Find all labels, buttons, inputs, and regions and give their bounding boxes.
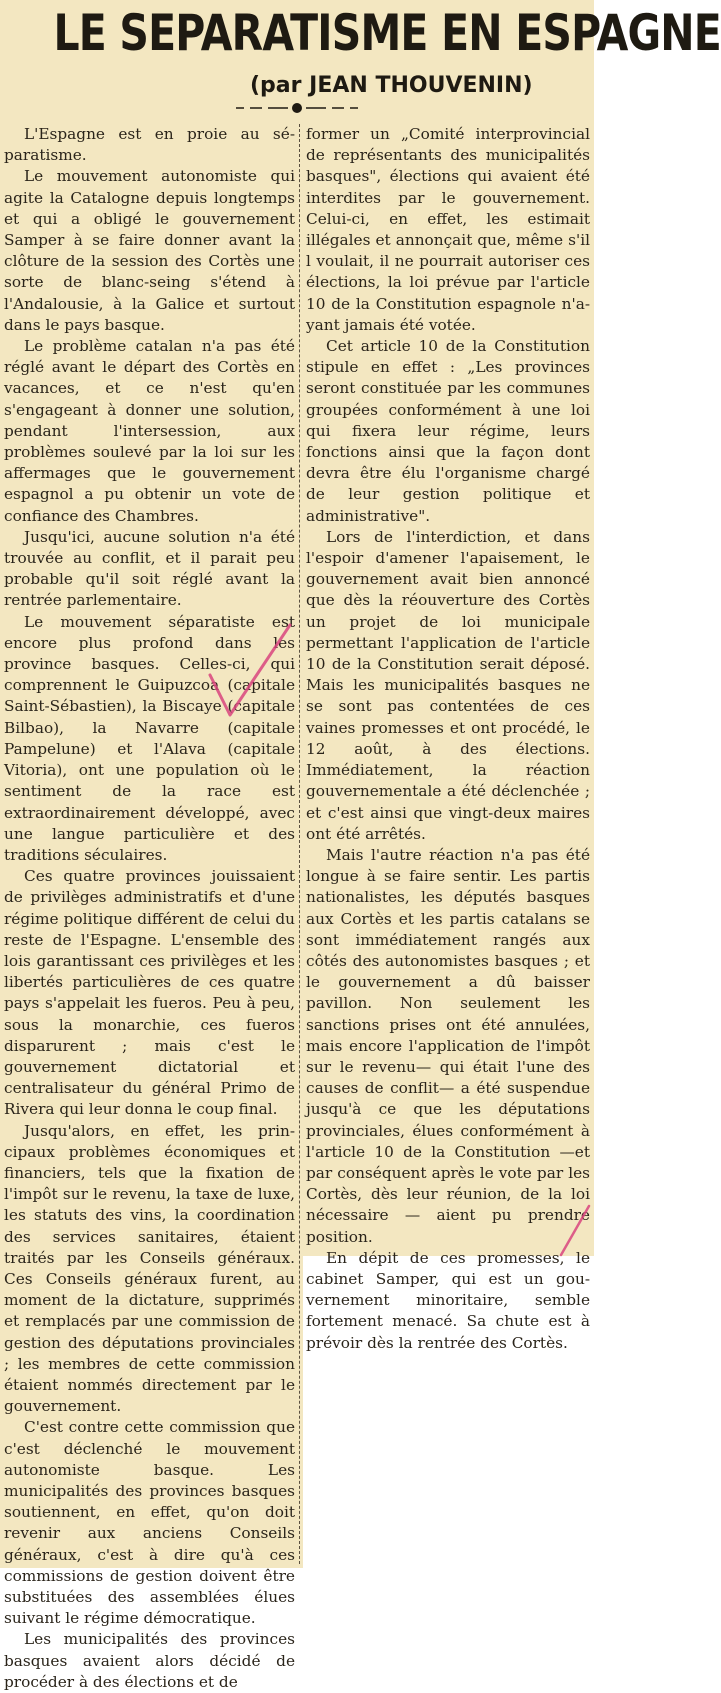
article-byline: (par JEAN THOUVENIN): [250, 73, 533, 98]
paragraph: Le mouvement séparatiste est encore plus profond dans les province basques. Celles-ci, qui comprennent le Guipuzcoa (capitale Saint-Sébastien), la Biscaye (capitale Bilbao), la Navarre (capitale Pampelune) et l'Alava (capitale Vitoria), ont une population où le sentiment de la race est extraordinairement développé, avec une langue particulière et des traditions séculaires.: [4, 612, 295, 864]
paragraph: En dépit de ces promesses, le cabinet Samper, qui est un gouvernement minoritaire, semble fortement menacé. Sa chute est à prévoir dès la rentrée des Cortès.: [306, 1248, 590, 1352]
paragraph: C'est contre cette commission que c'est déclenché le mouvement autonomiste basque. Les municipalités des provinces basques soutiennent, en effet, qu'on doit revenir aux anciens Conseils généraux, c'est à dire qu'à ces commissions de gestion doivent être substituées des assemblées élues suivant le régime démocratique.: [4, 1418, 295, 1628]
paragraph: Lors de l'interdiction, et dans l'espoir d'amener l'apaisement, le gouvernement avait bien annoncé que dès la réouverture des Cortès un projet de loi municipale permettant l'application de l'article 10 de la Constitution serait déposé. Mais les municipalités basques ne se sont pas contentées de ces vaines promesses et ont procédé, le 12 août, à des élections. Immédiatement, la réaction gouvernementale a été déclenchée ; et c'est ainsi que vingt-deux maires ont été arrêtés.: [306, 527, 590, 843]
right-column: [306, 124, 590, 1352]
article-headline: LE SEPARATISME EN ESPAGNE: [53, 4, 721, 62]
paragraph: Jusqu'alors, en effet, les principaux problèmes économiques et financiers, tels que la fixation de l'impôt sur le revenu, la taxe de luxe, les statuts des vins, la coordination des services sanitaires, étaient traités par les Conseils généraux. Ces Conseils généraux furent, au moment de la dictature, supprimés et remplacés par une commission de gestion des députations provinciales ; les membres de cette commission étaient nommés directement par le gouvernement.: [4, 1121, 295, 1416]
paragraph: Le mouvement autonomiste qui agite la Catalogne depuis longtemps et qui a obligé le gouvernement Samper à se faire donner avant la clôture de la session des Cortès une sorte de blanc-seing s'étend à l'Andalousie, à la Galice et surtout dans le pays basque.: [4, 167, 295, 334]
paragraph: former un „Comité interprovincial de représentants des municipalités basques", élections qui avaient été interdites par le gouvernement. Celui-ci, en effet, les estimait illégales et annonçait que, même s'il l voulait, il ne pourrait autoriser ces élections, la loi prévue par l'article 10 de la Constitution espagnole n'ayant jamais été votée.: [306, 125, 590, 334]
left-column: [4, 124, 295, 1691]
paragraph: Mais l'autre réaction n'a pas été longue à se faire sentir. Les partis nationalistes, les députés basques aux Cortès et les partis catalans se sont immédiatement rangés aux côtés des autonomistes basques ; et le gouvernement a dû baisser pavillon. Non seulement les sanctions prises ont été annulées, mais encore l'application de l'impôt sur le revenu— qui était l'une des causes de conflit— a été suspendue jusqu'à ce que les députations provinciales, élues conformément à l'article 10 de la Constitution —et par conséquent après le vote par les Cortès, dès leur réunion, de la loi nécessaire — aient pu prendre position.: [306, 845, 590, 1246]
paragraph: L'Espagne est en proie au séparatisme.: [4, 125, 295, 165]
paragraph: Les municipalités des provinces basques avaient alors décidé de procéder à des élections et de: [4, 1630, 295, 1691]
paragraph: Ces quatre provinces jouissaient de privilèges administratifs et d'une régime politique différent de celui du reste de l'Espagne. L'ensemble des lois garantissant ces privilèges et les libertés particulières de ces quatre pays s'appelait les fueros. Peu à peu, sous la monarchie, ces fueros disparurent ; mais c'est le gouvernement dictatorial et centralisateur du général Primo de Rivera qui leur donna le coup final.: [4, 867, 295, 1119]
ornament-rule-icon: [232, 100, 362, 116]
column-divider: [299, 124, 300, 1564]
paragraph: Cet article 10 de la Constitution stipule en effet : „Les provinces seront constituée par les communes groupées conformément à une loi qui fixera leur régime, leurs fonctions ainsi que la façon dont devra être élu l'organisme chargé de leur gestion politique et administrative".: [306, 337, 590, 525]
paragraph: Le problème catalan n'a pas été réglé avant le départ des Cortès en vacances, et ce n'est qu'en s'engageant à donner une solution, pendant l'intersession, aux problèmes soulevé par la loi sur les affermages que le gouvernement espagnol a pu obtenir un vote de confiance des Chambres.: [4, 337, 295, 525]
paragraph: Jusqu'ici, aucune solution n'a été trouvée au conflit, et il parait peu probable qu'il soit réglé avant la rentrée parlementaire.: [4, 527, 295, 610]
